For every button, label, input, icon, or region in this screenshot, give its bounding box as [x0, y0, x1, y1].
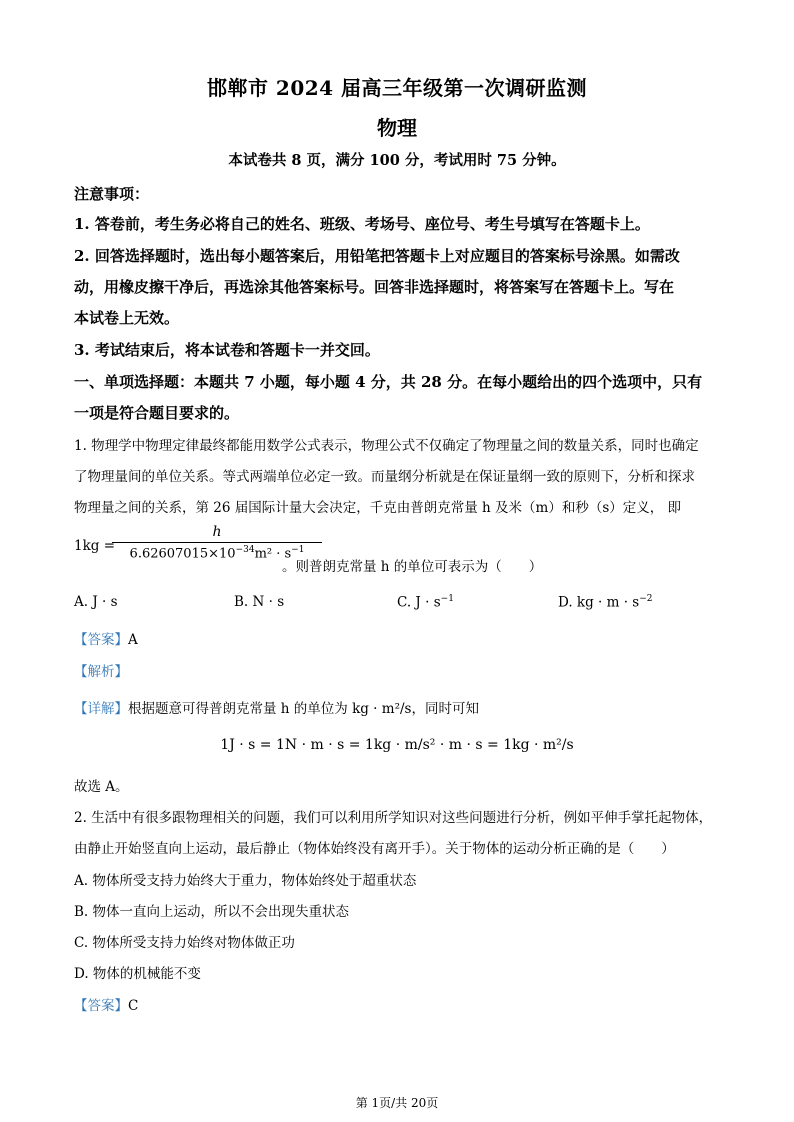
exam-subject: 物理: [377, 116, 417, 140]
section-heading-line-2: 一项是符合题目要求的。: [74, 404, 240, 422]
section-heading-line-1: 一、单项选择题：本题共 7 小题，每小题 4 分，共 28 分。在每小题给出的四个选项中，只有: [74, 373, 703, 391]
notice-item-2-line-1: 2. 回答选择题时，选出每小题答案后，用铅笔把答题卡上对应题目的答案标号涂黑。如需改: [74, 247, 680, 265]
q1-equation: 1J · s = 1N · m · s = 1kg · m/s² · m · s = 1kg · m²/s: [220, 737, 574, 753]
q1-conclusion: 故选 A。: [74, 779, 129, 795]
q1-option-c-text: C. J · s: [397, 594, 441, 611]
q1-detail: [74, 697, 479, 717]
q1-option-b: B. N · s: [234, 594, 285, 610]
q1-option-d-text: D. kg · m · s: [558, 594, 640, 611]
q1-answer-tag: 【答案】: [74, 632, 128, 648]
formula-den-exp: −34: [235, 545, 255, 555]
q2-answer-value: C: [128, 998, 139, 1014]
formula-tail: 。则普朗克常量 h 的单位可表示为（ ）: [282, 559, 543, 575]
page-footer: 第 1页/共 20页: [355, 1096, 439, 1110]
q2-option-c: C. 物体所受支持力始终对物体做正功: [74, 935, 295, 951]
q1-stem-line-1: 1. 物理学中物理定律最终都能用数学公式表示，物理公式不仅确定了物理量之间的数量关系，同时也确定: [74, 438, 699, 454]
q1-detail-text: 根据题意可得普朗克常量 h 的单位为 kg · m²/s，同时可知: [128, 701, 479, 717]
q1-option-d-exp: −2: [639, 594, 653, 604]
q2-option-b: B. 物体一直向上运动，所以不会出现失重状态: [74, 904, 350, 920]
formula-den-base: 6.62607015×10: [129, 546, 236, 562]
notice-item-2-line-3: 本试卷上无效。: [74, 309, 180, 327]
notice-heading: 注意事项：: [74, 185, 150, 203]
q1-answer-value: A: [128, 632, 138, 648]
formula-numerator: h: [212, 524, 222, 540]
notice-item-1: 1. 答卷前，考生务必将自己的姓名、班级、考场号、座位号、考生号填写在答题卡上。: [74, 215, 650, 233]
q1-answer: [74, 628, 138, 648]
q1-option-d: [558, 594, 653, 611]
q1-option-c: [397, 594, 454, 611]
notice-item-3: 3. 考试结束后，将本试卷和答题卡一并交回。: [74, 341, 380, 359]
q2-option-d: D. 物体的机械能不变: [74, 966, 201, 982]
exam-title: 邯郸市 2024 届高三年级第一次调研监测: [206, 76, 588, 100]
q2-stem-line-2: 由静止开始竖直向上运动，最后静止（物体始终没有离开手）。关于物体的运动分析正确的是（ ）: [74, 841, 675, 857]
q1-option-c-exp: −1: [440, 594, 454, 604]
formula-den-unit: m² · s: [254, 546, 292, 562]
q1-stem-line-3: 物理量之间的关系，第 26 届国际计量大会决定，千克由普朗克常量 h 及米（m）和秒（s）定义， 即: [74, 500, 682, 516]
q1-option-a: A. J · s: [74, 594, 118, 610]
q2-answer: [74, 994, 138, 1014]
q1-detail-tag: 【详解】: [74, 701, 128, 717]
formula-lhs: 1kg =: [74, 538, 116, 554]
exam-meta: 本试卷共 8 页，满分 100 分，考试用时 75 分钟。: [228, 152, 566, 169]
q2-answer-tag: 【答案】: [74, 998, 128, 1014]
q1-analysis-tag: 【解析】: [74, 664, 128, 680]
q2-option-a: A. 物体所受支持力始终大于重力，物体始终处于超重状态: [74, 873, 417, 889]
formula-den-unit-exp: −1: [291, 545, 305, 555]
q2-stem-line-1: 2. 生活中有很多跟物理相关的问题，我们可以利用所学知识对这些问题进行分析，例如平伸手掌托起物体，: [74, 810, 713, 826]
q1-stem-line-2: 了物理量间的单位关系。等式两端单位必定一致。而量纲分析就是在保证量纲一致的原则下，分析和探求: [74, 469, 695, 485]
notice-item-2-line-2: 动，用橡皮擦干净后，再选涂其他答案标号。回答非选择题时，将答案写在答题卡上。写在: [74, 278, 675, 296]
